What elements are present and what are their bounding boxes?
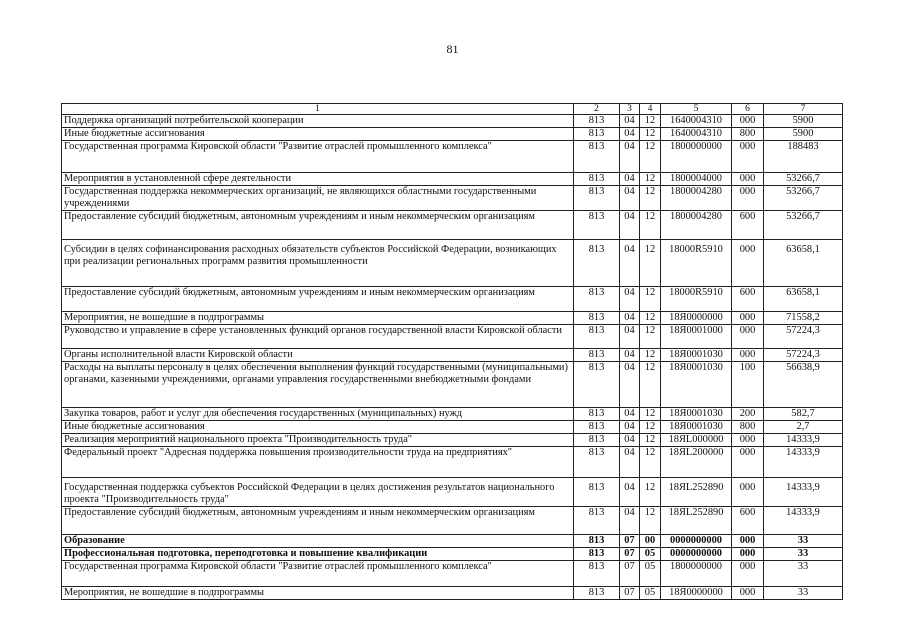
column-header: 5 <box>661 104 732 115</box>
row-admin-code: 813 <box>574 548 620 561</box>
row-subsection: 00 <box>640 535 661 548</box>
column-header: 4 <box>640 104 661 115</box>
table-row <box>62 447 843 478</box>
table-row <box>62 535 843 548</box>
row-target-article: 18ЯL200000 <box>661 447 732 478</box>
row-target-article: 18Я0001030 <box>661 421 732 434</box>
row-name: Расходы на выплаты персоналу в целях обеспечения выполнения функций государственными (муниципальными) органами, казенными учреждениями, органами управления государственными внебюджетными фондами <box>62 362 574 408</box>
row-admin-code: 813 <box>574 240 620 287</box>
row-admin-code: 813 <box>574 325 620 349</box>
row-subsection: 12 <box>640 186 661 211</box>
table-row <box>62 561 843 587</box>
row-subsection: 12 <box>640 240 661 287</box>
row-subsection: 12 <box>640 447 661 478</box>
row-admin-code: 813 <box>574 186 620 211</box>
row-section: 04 <box>620 408 640 421</box>
row-admin-code: 813 <box>574 312 620 325</box>
row-expense-type: 000 <box>732 478 764 507</box>
table-header-row <box>62 104 843 115</box>
row-section: 04 <box>620 173 640 186</box>
row-amount: 33 <box>764 561 843 587</box>
row-expense-type: 800 <box>732 128 764 141</box>
row-expense-type: 000 <box>732 240 764 287</box>
row-expense-type: 000 <box>732 561 764 587</box>
row-section: 04 <box>620 349 640 362</box>
row-name: Мероприятия, не вошедшие в подпрограммы <box>62 587 574 600</box>
row-amount: 33 <box>764 587 843 600</box>
row-amount: 33 <box>764 535 843 548</box>
table-row <box>62 478 843 507</box>
row-target-article: 18000R5910 <box>661 240 732 287</box>
column-header: 1 <box>62 104 574 115</box>
row-admin-code: 813 <box>574 561 620 587</box>
page-number: 81 <box>446 42 459 56</box>
row-expense-type: 000 <box>732 115 764 128</box>
column-header: 6 <box>732 104 764 115</box>
row-subsection: 12 <box>640 478 661 507</box>
row-section: 07 <box>620 535 640 548</box>
row-name: Государственная программа Кировской области "Развитие отраслей промышленного комплекса" <box>62 141 574 173</box>
row-amount: 56638,9 <box>764 362 843 408</box>
row-target-article: 1800004000 <box>661 173 732 186</box>
row-amount: 57224,3 <box>764 325 843 349</box>
row-subsection: 05 <box>640 561 661 587</box>
table-row <box>62 507 843 535</box>
table-row <box>62 115 843 128</box>
row-name: Иные бюджетные ассигнования <box>62 421 574 434</box>
row-expense-type: 000 <box>732 587 764 600</box>
row-section: 07 <box>620 587 640 600</box>
row-section: 04 <box>620 141 640 173</box>
row-admin-code: 813 <box>574 421 620 434</box>
row-admin-code: 813 <box>574 408 620 421</box>
row-name: Предоставление субсидий бюджетным, автономным учреждениям и иным некоммерческим организациям <box>62 211 574 240</box>
table-row <box>62 362 843 408</box>
table-row <box>62 287 843 312</box>
row-amount: 5900 <box>764 115 843 128</box>
row-name: Предоставление субсидий бюджетным, автономным учреждениям и иным некоммерческим организациям <box>62 507 574 535</box>
row-target-article: 18Я0000000 <box>661 312 732 325</box>
row-expense-type: 000 <box>732 186 764 211</box>
row-expense-type: 000 <box>732 548 764 561</box>
table-row <box>62 186 843 211</box>
table-row <box>62 141 843 173</box>
row-expense-type: 000 <box>732 141 764 173</box>
row-subsection: 05 <box>640 587 661 600</box>
row-expense-type: 000 <box>732 447 764 478</box>
table-row <box>62 128 843 141</box>
column-header: 3 <box>620 104 640 115</box>
row-admin-code: 813 <box>574 211 620 240</box>
row-expense-type: 800 <box>732 421 764 434</box>
row-amount: 5900 <box>764 128 843 141</box>
row-amount: 63658,1 <box>764 287 843 312</box>
row-subsection: 12 <box>640 434 661 447</box>
row-section: 04 <box>620 507 640 535</box>
row-section: 04 <box>620 421 640 434</box>
row-name: Поддержка организаций потребительской кооперации <box>62 115 574 128</box>
row-name: Органы исполнительной власти Кировской области <box>62 349 574 362</box>
row-target-article: 18000R5910 <box>661 287 732 312</box>
row-admin-code: 813 <box>574 587 620 600</box>
row-expense-type: 000 <box>732 349 764 362</box>
row-name: Субсидии в целях софинансирования расходных обязательств субъектов Российской Федерации, возникающих при реализации региональных программ развития промышленности <box>62 240 574 287</box>
row-target-article: 0000000000 <box>661 548 732 561</box>
row-section: 04 <box>620 240 640 287</box>
row-amount: 14333,9 <box>764 447 843 478</box>
row-name: Профессиональная подготовка, переподготовка и повышение квалификации <box>62 548 574 561</box>
row-name: Мероприятия, не вошедшие в подпрограммы <box>62 312 574 325</box>
row-name: Руководство и управление в сфере установленных функций органов государственной власти Кировской области <box>62 325 574 349</box>
column-header: 2 <box>574 104 620 115</box>
row-section: 04 <box>620 287 640 312</box>
row-subsection: 12 <box>640 408 661 421</box>
table-row <box>62 421 843 434</box>
row-name: Мероприятия в установленной сфере деятельности <box>62 173 574 186</box>
table-row <box>62 240 843 287</box>
row-amount: 582,7 <box>764 408 843 421</box>
row-expense-type: 200 <box>732 408 764 421</box>
row-admin-code: 813 <box>574 115 620 128</box>
table-row <box>62 434 843 447</box>
row-name: Образование <box>62 535 574 548</box>
row-expense-type: 000 <box>732 434 764 447</box>
table-row <box>62 408 843 421</box>
row-section: 04 <box>620 447 640 478</box>
row-amount: 53266,7 <box>764 173 843 186</box>
row-amount: 57224,3 <box>764 349 843 362</box>
row-subsection: 12 <box>640 141 661 173</box>
row-subsection: 12 <box>640 421 661 434</box>
row-expense-type: 000 <box>732 173 764 186</box>
row-admin-code: 813 <box>574 141 620 173</box>
row-amount: 63658,1 <box>764 240 843 287</box>
row-admin-code: 813 <box>574 362 620 408</box>
row-subsection: 12 <box>640 211 661 240</box>
row-subsection: 12 <box>640 349 661 362</box>
column-header: 7 <box>764 104 843 115</box>
row-subsection: 12 <box>640 287 661 312</box>
row-section: 04 <box>620 211 640 240</box>
row-amount: 53266,7 <box>764 186 843 211</box>
row-admin-code: 813 <box>574 128 620 141</box>
row-section: 07 <box>620 548 640 561</box>
table-row <box>62 173 843 186</box>
row-target-article: 18ЯL000000 <box>661 434 732 447</box>
row-name: Государственная поддержка некоммерческих организаций, не являющихся областными государственными учреждениями <box>62 186 574 211</box>
row-expense-type: 600 <box>732 287 764 312</box>
row-name: Государственная программа Кировской области "Развитие отраслей промышленного комплекса" <box>62 561 574 587</box>
row-admin-code: 813 <box>574 434 620 447</box>
row-section: 04 <box>620 312 640 325</box>
row-name: Предоставление субсидий бюджетным, автономным учреждениям и иным некоммерческим организациям <box>62 287 574 312</box>
row-amount: 53266,7 <box>764 211 843 240</box>
row-subsection: 12 <box>640 128 661 141</box>
row-admin-code: 813 <box>574 507 620 535</box>
row-expense-type: 100 <box>732 362 764 408</box>
table-row <box>62 587 843 600</box>
row-section: 04 <box>620 325 640 349</box>
row-expense-type: 000 <box>732 325 764 349</box>
row-admin-code: 813 <box>574 535 620 548</box>
row-admin-code: 813 <box>574 478 620 507</box>
row-amount: 188483 <box>764 141 843 173</box>
table-row <box>62 312 843 325</box>
row-amount: 14333,9 <box>764 507 843 535</box>
row-name: Иные бюджетные ассигнования <box>62 128 574 141</box>
row-target-article: 1800000000 <box>661 141 732 173</box>
row-section: 04 <box>620 115 640 128</box>
row-expense-type: 000 <box>732 312 764 325</box>
row-amount: 2,7 <box>764 421 843 434</box>
row-target-article: 1800004280 <box>661 211 732 240</box>
row-target-article: 1800004280 <box>661 186 732 211</box>
row-name: Федеральный проект "Адресная поддержка повышения производительности труда на предприятиях" <box>62 447 574 478</box>
row-section: 04 <box>620 362 640 408</box>
row-target-article: 1640004310 <box>661 128 732 141</box>
row-amount: 71558,2 <box>764 312 843 325</box>
row-name: Реализация мероприятий национального проекта "Производительность труда" <box>62 434 574 447</box>
row-expense-type: 600 <box>732 507 764 535</box>
row-target-article: 18Я0000000 <box>661 587 732 600</box>
row-subsection: 12 <box>640 312 661 325</box>
row-expense-type: 600 <box>732 211 764 240</box>
table-row <box>62 548 843 561</box>
row-target-article: 18Я0001030 <box>661 349 732 362</box>
row-section: 04 <box>620 434 640 447</box>
row-subsection: 05 <box>640 548 661 561</box>
row-target-article: 0000000000 <box>661 535 732 548</box>
row-subsection: 12 <box>640 362 661 408</box>
row-section: 07 <box>620 561 640 587</box>
table-row <box>62 349 843 362</box>
row-target-article: 1640004310 <box>661 115 732 128</box>
row-target-article: 18Я0001030 <box>661 408 732 421</box>
table-row <box>62 211 843 240</box>
row-subsection: 12 <box>640 173 661 186</box>
budget-table <box>61 103 843 600</box>
row-section: 04 <box>620 128 640 141</box>
row-subsection: 12 <box>640 115 661 128</box>
row-admin-code: 813 <box>574 349 620 362</box>
row-expense-type: 000 <box>732 535 764 548</box>
row-amount: 14333,9 <box>764 434 843 447</box>
row-target-article: 18Я0001000 <box>661 325 732 349</box>
row-admin-code: 813 <box>574 173 620 186</box>
row-target-article: 18Я0001030 <box>661 362 732 408</box>
row-name: Государственная поддержка субъектов Российской Федерации в целях достижения результатов национального проекта "Производительность труда" <box>62 478 574 507</box>
row-target-article: 1800000000 <box>661 561 732 587</box>
row-subsection: 12 <box>640 325 661 349</box>
row-amount: 33 <box>764 548 843 561</box>
row-target-article: 18ЯL252890 <box>661 507 732 535</box>
row-amount: 14333,9 <box>764 478 843 507</box>
row-section: 04 <box>620 186 640 211</box>
row-name: Закупка товаров, работ и услуг для обеспечения государственных (муниципальных) нужд <box>62 408 574 421</box>
row-admin-code: 813 <box>574 447 620 478</box>
row-admin-code: 813 <box>574 287 620 312</box>
row-section: 04 <box>620 478 640 507</box>
row-subsection: 12 <box>640 507 661 535</box>
table-row <box>62 325 843 349</box>
row-target-article: 18ЯL252890 <box>661 478 732 507</box>
